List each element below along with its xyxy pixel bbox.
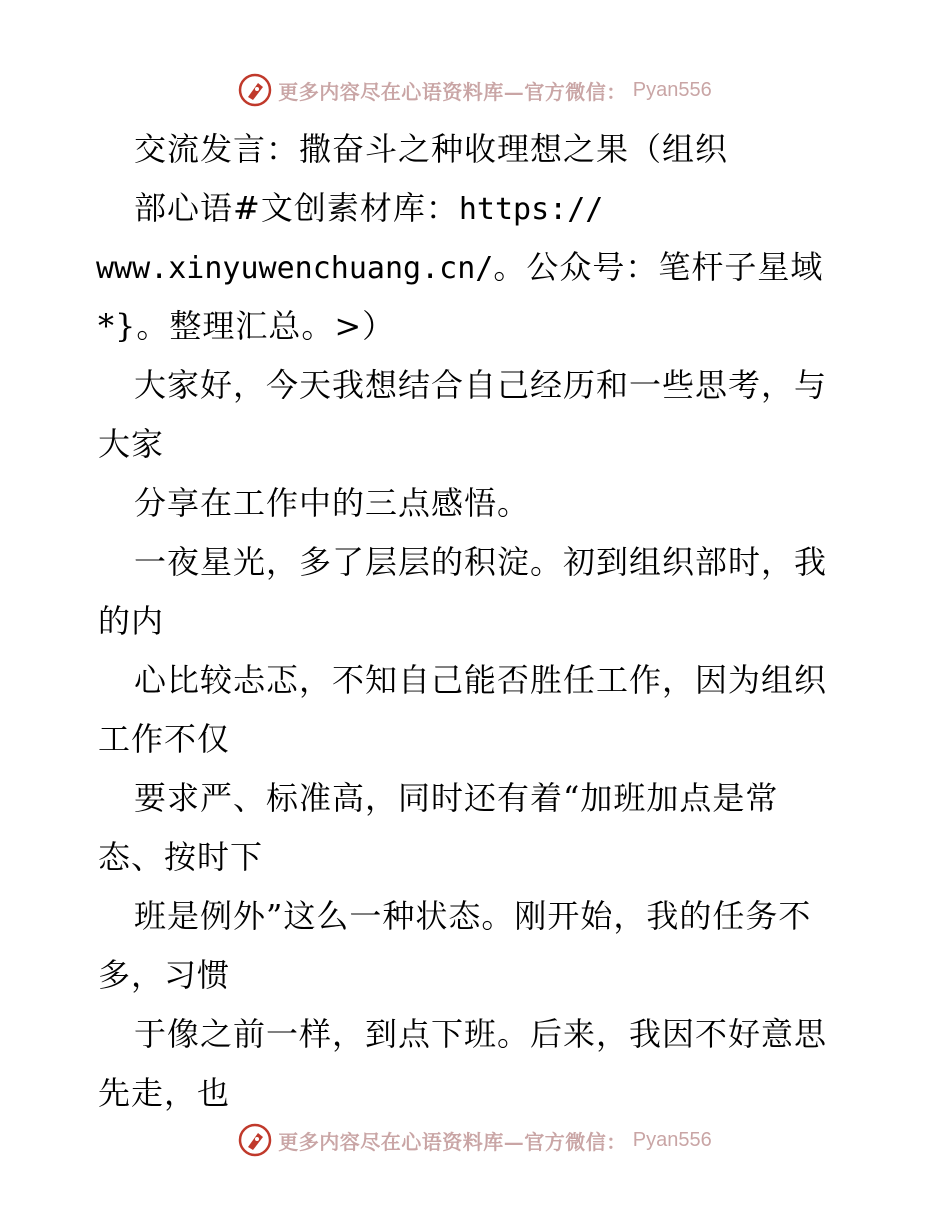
- pen-nib-logo-icon: [238, 73, 272, 107]
- footer-banner: [0, 1120, 950, 1160]
- body-line: 一夜星光，多了层层的积淀。初到组织部时，我: [134, 543, 828, 581]
- header-wechat-id: Pyan556: [632, 78, 712, 101]
- body-line: 大家: [98, 425, 165, 463]
- body-line: 班是例外”这么一种状态。刚开始，我的任务不: [134, 897, 812, 935]
- footer-wechat-id: Pyan556: [632, 1128, 712, 1151]
- body-line: 工作不仅: [98, 720, 231, 758]
- body-line-text: 。公众号：笔杆子星域: [493, 248, 824, 286]
- body-line: 要求严、标准高，同时还有着“加班加点是常: [134, 779, 779, 817]
- body-line: 态、按时下: [98, 838, 264, 876]
- body-line: [96, 238, 858, 297]
- body-line: 分享在工作中的三点感悟。: [134, 484, 531, 522]
- body-line: [98, 179, 858, 238]
- pen-nib-logo-icon: [238, 1123, 272, 1157]
- body-line: 心比较忐忑，不知自己能否胜任工作，因为组织: [134, 661, 828, 699]
- body-line: 的内: [98, 602, 165, 640]
- header-banner: [0, 70, 950, 110]
- body-line-text: 部心语#文创素材库：: [134, 189, 459, 227]
- header-banner-text: 更多内容尽在心语资料库—官方微信：: [278, 79, 627, 104]
- document-body: [98, 120, 858, 1123]
- body-line: 先走，也: [98, 1074, 231, 1112]
- body-line: 大家好，今天我想结合自己经历和一些思考，与: [134, 366, 828, 404]
- footer-banner-text: 更多内容尽在心语资料库—官方微信：: [278, 1129, 627, 1154]
- body-line: 多，习惯: [98, 956, 231, 994]
- body-line: 交流发言：撒奋斗之种收理想之果（组织: [134, 130, 729, 168]
- body-line-url: www.xinyuwenchuang.cn/: [96, 251, 494, 286]
- body-line: *}。整理汇总。>）: [98, 307, 396, 345]
- body-line: 于像之前一样，到点下班。后来，我因不好意思: [134, 1015, 828, 1053]
- body-line-url-part: https://: [458, 192, 604, 227]
